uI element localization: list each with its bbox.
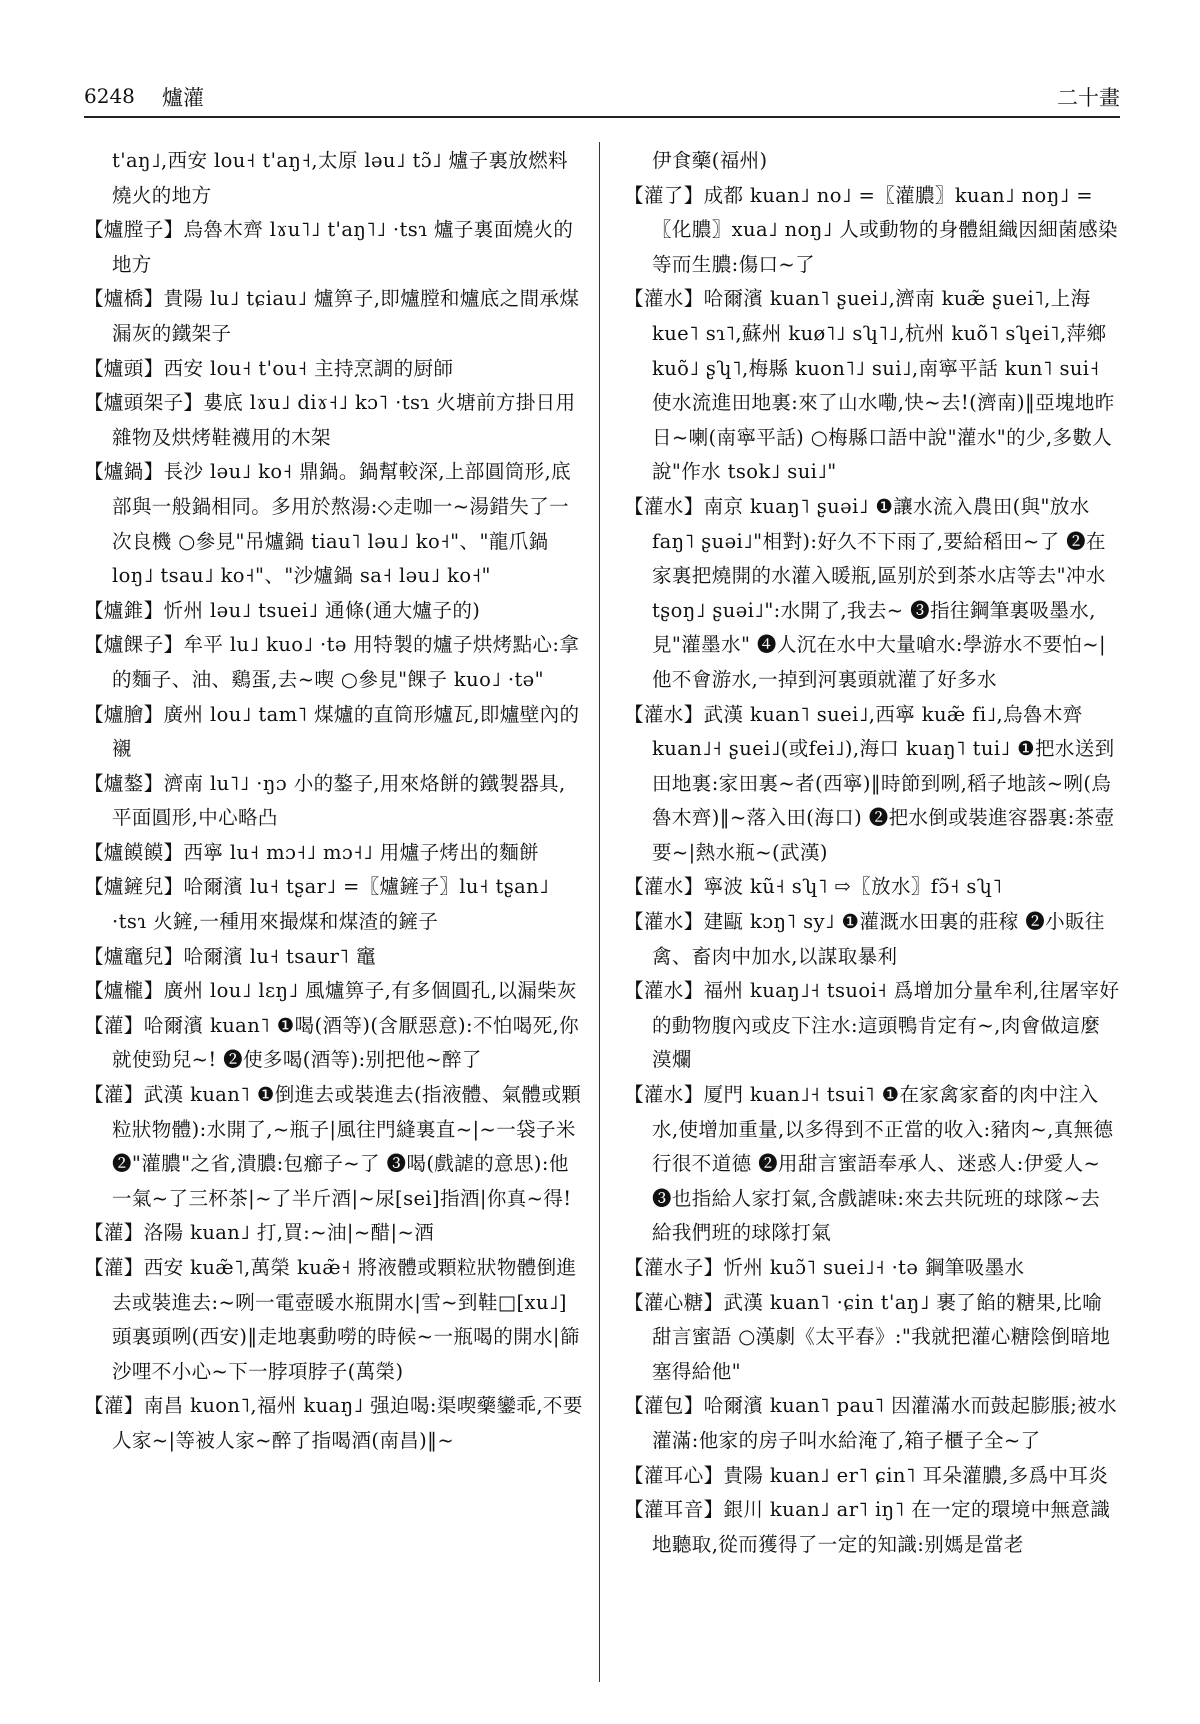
stroke-section: 二十畫: [1057, 86, 1120, 110]
right-column: [624, 144, 1120, 1562]
dictionary-entry: 【灌心糖】武漢 kuan˥ ·ɕin t'aŋ˩ 裹了餡的糖果,比喻甜言蜜語 ○漢劇《太平春》:"我就把灌心糖陰倒暗地塞得給他": [624, 1290, 1111, 1383]
dictionary-entry: 【灌包】哈爾濱 kuan˥ pau˥ 因灌滿水而鼓起膨脹;被水灌滿:他家的房子叫水給淹了,箱子櫃子全~了: [624, 1394, 1118, 1452]
dictionary-entry: 【爐櫳】廣州 lou˩ lɛŋ˩ 風爐箅子,有多個圓孔,以漏柴灰: [84, 979, 577, 1003]
dictionary-entry: 【灌水】哈爾濱 kuan˥ ʂuei˩,濟南 kuæ̃ ʂuei˥,上海 kue˥ sɿ˥,蘇州 kuø˥˩ sʮ˥˩,杭州 kuõ˥ sʮei˥,萍鄉 kuõ˩ ʂʮ˥,梅縣 kuon˥˩ sui˩,南寧平話 kun˥ sui˧ 使水流進田地裏:來了山水嘞,快~去!(濟南)‖亞塊地昨日~喇(南寧平話) ○梅縣口語中說"灌水"的少,多數人說"作水 tsok˩ sui˩": [624, 287, 1115, 484]
dictionary-entry: 伊食藥(福州): [652, 149, 768, 172]
dictionary-entry: 【灌】武漢 kuan˥ ❶倒進去或裝進去(指液體、氣體或顆粒狀物體):水開了,~瓶子|風往門縫裏直~|~一袋子米 ❷"灌膿"之省,潰膿:包癤子~了 ❸喝(戲謔的意思):他一氣~了三杯茶|~了半斤酒|~尿[sei]指酒|你真~得!: [84, 1083, 582, 1210]
dictionary-entry: 【灌】洛陽 kuan˩ 打,買:~油|~醋|~酒: [84, 1221, 435, 1245]
dictionary-entry: t'aŋ˩,西安 lou˧ t'aŋ˧,太原 ləu˩ tɔ̃˩ 爐子裏放燃料燒火的地方: [112, 149, 569, 207]
dictionary-entry: 【爐饃饃】西寧 lu˧ mɔ˧˩ mɔ˧˩ 用爐子烤出的麵餅: [84, 840, 539, 864]
page-header: [84, 80, 1120, 118]
dictionary-entry: 【爐膾】廣州 lou˩ tam˥ 煤爐的直筒形爐瓦,即爐壁內的襯: [84, 702, 580, 761]
dictionary-entry: 【爐鏊】濟南 lu˥˩ ·ŋɔ 小的鏊子,用來烙餅的鐵製器具,平面圓形,中心略凸: [84, 771, 566, 830]
dictionary-entry: 【灌】南昌 kuon˥,福州 kuaŋ˩ 强迫喝:渠喫藥鑾乖,不要人家~|等被人家~醉了指喝酒(南昌)‖~: [84, 1394, 583, 1452]
dictionary-entry: 【灌水】厦門 kuan˩˧ tsui˥ ❶在家禽家畜的肉中注入水,使增加重量,以多得到不正當的收入:豬肉~,真無德行很不道德 ❷用甜言蜜語奉承人、迷惑人:伊愛人~ ❸也指給人家打氣,含戲謔味:來去共阮班的球隊~去給我們班的球隊打氣: [624, 1083, 1114, 1245]
dictionary-entry: 【爐餜子】牟平 lu˩ kuo˩ ·tə 用特製的爐子烘烤點心:拿的麵子、油、鷄蛋,去~喫 ○參見"餜子 kuo˩ ·tə": [84, 633, 580, 691]
dictionary-entry: 【灌耳音】銀川 kuan˩ ar˥ iŋ˥ 在一定的環境中無意識地聽取,從而獲得了一定的知識:别媽是當老: [624, 1498, 1111, 1556]
dictionary-entry: 【爐錐】忻州 ləu˩ tsuei˩ 通條(通大爐子的): [84, 598, 481, 622]
dictionary-entry: 【灌水】寧波 kũ˧ sʮ˥ ⇨〖放水〗fɔ̃˧ sʮ˥: [624, 875, 1003, 899]
dictionary-entry: 【灌水】南京 kuaŋ˥ ʂuəi˩ ❶讓水流入農田(與"放水 faŋ˥ ʂuəi˩"相對):好久不下雨了,要給稻田~了 ❷在家裏把燒開的水灌入暖瓶,區别於到茶水店等去"冲水 tʂoŋ˩ ʂuəi˩":水開了,我去~ ❸指往鋼筆裏吸墨水,見"灌墨水" ❹人沉在水中大量嗆水:學游水不要怕~|他不會游水,一掉到河裏頭就灌了好多水: [624, 494, 1107, 691]
dictionary-entry: 【爐頭架子】婁底 lɤu˩ diɤ˧˩ kɔ˥ ·tsɿ 火塘前方掛日用雜物及烘烤鞋襪用的木架: [84, 391, 576, 449]
dictionary-entry: 【灌水】福州 kuaŋ˩˧ tsuoi˧ 爲增加分量牟利,往屠宰好的動物腹內或皮下注水:這頭鴨肯定有~,肉會做這麼漠爛: [624, 979, 1120, 1072]
dictionary-entry: 【爐鍋】長沙 ləu˩ ko˧ 鼎鍋。鍋幫較深,上部圓筒形,底部與一般鍋相同。多用於熬湯:◇走咖一~湯錯失了一次良機 ○參見"吊爐鍋 tiau˥ ləu˩ ko˧"、"龍爪鍋 loŋ˩ tsau˩ ko˧"、"沙爐鍋 sa˧ ləu˩ ko˧": [84, 460, 572, 588]
dictionary-entry: 【爐橋】貴陽 lu˩ tɕiau˩ 爐箅子,即爐膛和爐底之間承煤漏灰的鐵架子: [84, 287, 580, 345]
left-column: [84, 144, 584, 1459]
dictionary-entry: 【灌耳心】貴陽 kuan˩ er˥ ɕin˥ 耳朵灌膿,多爲中耳炎: [624, 1463, 1109, 1487]
dictionary-entry: 【爐鏟兒】哈爾濱 lu˧ tʂar˩ =〖爐鏟子〗lu˧ tʂan˩ ·tsɿ 火鏟,一種用來撮煤和煤渣的鏟子: [84, 875, 550, 934]
running-headwords: 爐灌: [162, 86, 204, 110]
dictionary-entry: 【灌】哈爾濱 kuan˥ ❶喝(酒等)(含厭惡意):不怕喝死,你就使勁兒~! ❷使多喝(酒等):别把他~醉了: [84, 1013, 580, 1072]
dictionary-entry: 【爐膛子】烏魯木齊 lɤu˥˩ t'aŋ˥˩ ·tsɿ 爐子裏面燒火的地方: [84, 218, 574, 276]
dictionary-entry: 【灌水子】忻州 kuɔ̃˥ suei˩˧ ·tə 鋼筆吸墨水: [624, 1256, 1025, 1279]
column-divider: [599, 142, 600, 1682]
dictionary-entry: 【爐竈兒】哈爾濱 lu˧ tsaur˥ 竈: [84, 944, 376, 968]
dictionary-entry: 【灌了】成都 kuan˩ no˩ =〖灌膿〗kuan˩ noŋ˩ =〖化膿〗xua˩ noŋ˩ 人或動物的身體組織因細菌感染等而生膿:傷口~了: [624, 183, 1118, 276]
dictionary-entry: 【灌水】武漢 kuan˥ suei˩,西寧 kuæ̃ fi˩,烏魯木齊 kuan˩˧ ʂuei˩(或fei˩),海口 kuaŋ˥ tui˩ ❶把水送到田地裏:家田裏~者(西寧)‖時節到咧,稻子地該~咧(烏魯木齊)‖~落入田(海口) ❷把水倒或裝進容器裏:茶壺要~|熱水瓶~(武漢): [624, 702, 1115, 864]
dictionary-entry: 【爐頭】西安 lou˧ t'ou˧ 主持烹調的厨師: [84, 356, 454, 380]
dictionary-entry: 【灌】西安 kuæ̃˥,萬榮 kuæ̃˧ 將液體或顆粒狀物體倒進去或裝進去:~咧一電壺暖水瓶開水|雪~到鞋□[xu˩]頭裏頭咧(西安)‖走地裏動嘮的時候~一瓶喝的開水|篩沙哩不小心~下一脖項脖子(萬榮): [84, 1256, 580, 1383]
page-number: 6248: [84, 84, 135, 108]
dictionary-entry: 【灌水】建甌 kɔŋ˥ sy˩ ❶灌溉水田裏的莊稼 ❷小販往禽、畜肉中加水,以謀取暴利: [624, 910, 1105, 968]
